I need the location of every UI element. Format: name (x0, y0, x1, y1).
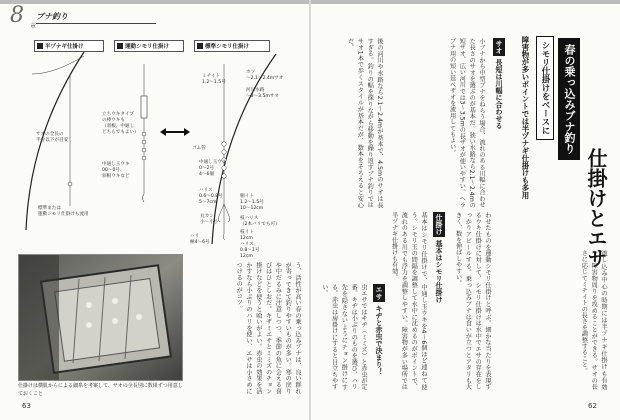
bait-box-photo-graphic (19, 255, 183, 381)
rig2-bead-3 (142, 148, 146, 152)
heading-shikake (430, 212, 449, 303)
chapter-suffix: 章 (30, 23, 37, 30)
ann-eda: 枝ハリス （2本バリでも可） (240, 216, 280, 227)
rig3-hook-2 (228, 216, 230, 222)
ann-rod-type: 立ちウキタイプ の棒ウキも （羽根、中通し どちらでもよい） (102, 112, 139, 135)
page-gutter (309, 0, 311, 420)
heading-shikake-tag: 仕掛け (435, 214, 443, 235)
rig3-hook-1 (218, 216, 220, 222)
ann-mata: ハリス 0.8〜1号 12cm (240, 242, 260, 259)
bait-box-photo (18, 254, 183, 381)
heading-sao-tag: サオ (495, 40, 503, 54)
subtitle-1-box (536, 36, 555, 140)
chapter-header (10, 5, 160, 29)
rig1-label: 半ヅナギ仕掛け (34, 40, 104, 52)
ann-gomu: ゴム管 (192, 146, 206, 151)
heading-shikake-text: 基本はシモリ仕掛け (435, 240, 443, 303)
subtitle-1: シモリ仕掛けをベースに (536, 36, 554, 140)
heading-esa (370, 284, 389, 375)
rig3-bead-2 (222, 150, 226, 154)
heading-sao-text: 長短は川幅に合わせる (495, 59, 503, 129)
main-title-line1-box (558, 38, 580, 160)
ann-eda2: 枝イト 12cm (240, 230, 254, 241)
ann-maruka: 丸カン 小〜小小 (200, 214, 219, 225)
heading-esa-tag: エサ (375, 286, 383, 300)
rig2-hook (143, 194, 145, 202)
subtitle-2: 障害物が多いポイントでは半ヅナギ仕掛けも多用 (521, 36, 530, 199)
rig3-branch-2 (224, 204, 229, 216)
text-shikake: 基本はシモリ仕掛けで、中通し玉ウキを4〜6個ほど連ねて使う。シモリ玉の間隔を調整して水中に沈めるのがポイントで、流れのある川でも浮力を調整しやすい。障害物が多い場所では半ヅナギ仕掛けも有効。 (390, 212, 427, 390)
text-sao2: 後の河川や水路なら2.1〜2.4mが基本で、4.5mのサオは長すぎる。釣りの幅を探りながら移動を繰り返すブナ釣りではサオ1本で歩くスタイルが基本だが、数本をそろえると安心だ。 (346, 38, 383, 208)
double-arrow-left (160, 128, 166, 136)
text-right2: 流し込み中心の時期には半ヅナギ仕掛けも有効で、障害物周りを攻めることができる。サオの長さに応じてミチイトの長さを調整すること。 (580, 250, 607, 390)
text-esa: 虫エサではキヂ（ミミズ）と赤虫が定番。キヂは小ぶりのものを選び、ハリ先を隠さないようにチョン掛けにする。赤虫は房掛けにすると目立ちやすい。 (320, 284, 367, 390)
ann-hoso: ホソ 〜2.1〜2.4mサオ (246, 70, 284, 81)
main-title-line2: 仕掛けとエサ (584, 148, 608, 268)
left-column-text: う、活性が高い春の乗っ込みブナは、良い群れが寄ってきて釣りやすいものが多い。寒の戻りや中だるみに注意しつつ、季節の魚に会える喜びはひとしおだ。キザミエサとミミズのチョン掛けなどを使うと喰いがよい。赤虫の効果を活かすなら小ぶりのハリを使い、エサは小さめにつけるのがコツ。 (235, 262, 301, 394)
rig3-hook-3 (223, 234, 225, 240)
ann-kawa: 河川水路 〜3〜3.5mサオ (246, 88, 279, 99)
ann-sao-top: サオの全長の 半分以下が目安 (36, 132, 69, 143)
rig2-bead-2 (142, 140, 146, 144)
top-band-right (311, 0, 620, 4)
rig3-label: 標準シモリ仕掛け (194, 40, 270, 52)
ann-dou: 胴イト 1.2〜1.5号 10〜12cm (240, 194, 264, 211)
header-rule (36, 23, 156, 24)
rig1-float (68, 182, 72, 186)
rig2-bead-1 (142, 132, 146, 136)
heading-esa-text: キヂと赤虫で決まり！ (375, 305, 383, 375)
photo-caption: 仕掛けは横肌からによる細糸を考案して、サオの全長別に数組ずつ用意しておくこと (18, 383, 183, 397)
page-number-right: 62 (588, 402, 597, 410)
ann-harisu: ハリス 0.6〜0.8号 5〜7cm (199, 188, 223, 205)
rig2-label: 運動シモリ仕掛け (114, 40, 184, 52)
heading-sao (490, 38, 509, 129)
rig2-bead-4 (142, 156, 146, 160)
ann-sao-bottom: 標準または 運動シモリ仕掛けも流用 (38, 206, 89, 217)
text-right-upper: わせたものを運動シモリ仕掛けと呼ぶ。細かな当たりを表現するウキ仕掛けに対して、シモリ仕掛けは水中でエサの存在をしっかりアピールする。乗っ込みブナは食いが立つとアタリも大きく、数を伸ばしやすい。 (454, 212, 491, 390)
rig-diagram (14, 34, 304, 259)
ann-naka-uki: 中通し玉ウキ 00〜0号、 羽根ウキなど (102, 162, 130, 179)
chapter-number: 8 (10, 3, 24, 28)
rig2-stick-float (141, 96, 147, 118)
chapter-title: ブナ釣り (36, 12, 68, 21)
ann-naka2: 中通し玉ウキ 0〜2号 4〜6個 (199, 160, 227, 177)
ann-hari: ハリ 極4〜6号 (190, 234, 210, 245)
text-sao: 小ブナから中型ブナをねらう場合、流れのある川幅に合わせた長さのサオを選ぶのが基本だ。狭い水路なら2.1〜2.4mの短ザオ、広い河川では3〜3.5mの長ザオが使いやすい。ヘラブナ用の短い延べザオを流用してもよい。 (448, 38, 485, 208)
main-title-line1: 春の乗っ込みブナ釣り (558, 38, 580, 160)
double-arrow-right (184, 128, 190, 136)
subtitle-2-box (516, 36, 535, 199)
ann-michiito: ミチイト 1.2〜1.5号 (202, 74, 226, 85)
page-number-left: 63 (22, 402, 31, 410)
rig3-bead-1 (222, 142, 226, 146)
top-band-left (0, 0, 309, 4)
